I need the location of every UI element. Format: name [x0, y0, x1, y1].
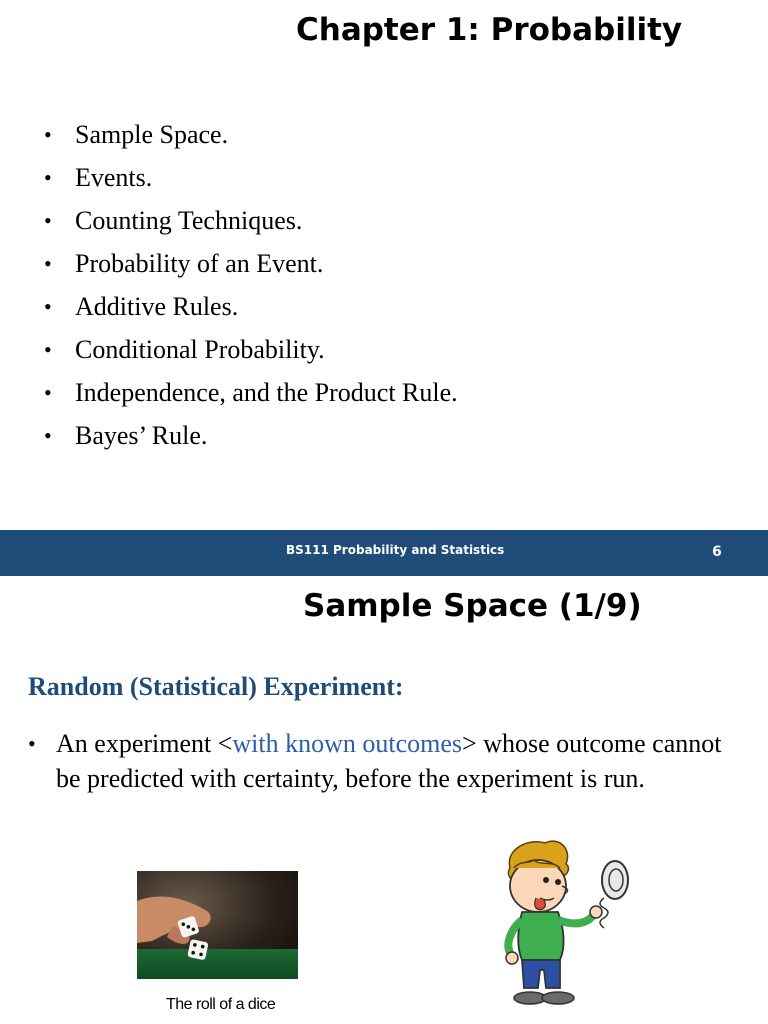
list-item-text: Sample Space. — [75, 120, 229, 149]
definition-text-start: An experiment < — [56, 729, 233, 758]
bullet-icon: • — [44, 251, 52, 276]
highlighted-phrase: with known outcomes — [232, 729, 463, 758]
list-item — [44, 371, 458, 414]
definition-text-end: > whose outcome cannot be predicted with certainty, before the experiment is run. — [56, 729, 722, 793]
slide-footer-bar — [0, 530, 768, 576]
list-item-text: Probability of an Event. — [75, 249, 324, 278]
list-item — [44, 156, 458, 199]
definition-bullet — [28, 726, 748, 796]
bullet-icon: • — [44, 294, 52, 319]
definition-text — [56, 726, 748, 796]
list-item — [44, 414, 458, 457]
list-item — [44, 242, 458, 285]
course-name: BS111 Probability and Statistics — [286, 543, 505, 557]
bullet-icon: • — [44, 208, 52, 233]
bullet-icon: • — [44, 423, 52, 448]
list-item-text: Conditional Probability. — [75, 335, 325, 364]
bullet-icon: • — [44, 337, 52, 362]
list-item — [44, 285, 458, 328]
slide-sample-space — [0, 576, 768, 1024]
bullet-icon: • — [44, 165, 52, 190]
list-item — [44, 199, 458, 242]
list-item-text: Independence, and the Product Rule. — [75, 378, 458, 407]
topic-list — [44, 113, 458, 457]
list-item — [44, 328, 458, 371]
list-item-text: Counting Techniques. — [75, 206, 303, 235]
slide-title: Sample Space (1/9) — [303, 588, 642, 624]
list-item-text: Additive Rules. — [75, 292, 239, 321]
bullet-icon: • — [44, 380, 52, 405]
coin-toss-cartoon — [500, 838, 640, 1016]
slide-title: Chapter 1: Probability — [296, 12, 683, 48]
list-item — [44, 113, 458, 156]
page-number: 6 — [712, 544, 722, 560]
bullet-icon: • — [44, 122, 52, 147]
section-heading: Random (Statistical) Experiment: — [28, 672, 404, 701]
dice-caption: The roll of a dice — [166, 996, 276, 1013]
dice-roll-photo — [137, 871, 298, 979]
bullet-icon: • — [28, 731, 36, 756]
list-item-text: Bayes’ Rule. — [75, 421, 208, 450]
list-item-text: Events. — [75, 163, 153, 192]
